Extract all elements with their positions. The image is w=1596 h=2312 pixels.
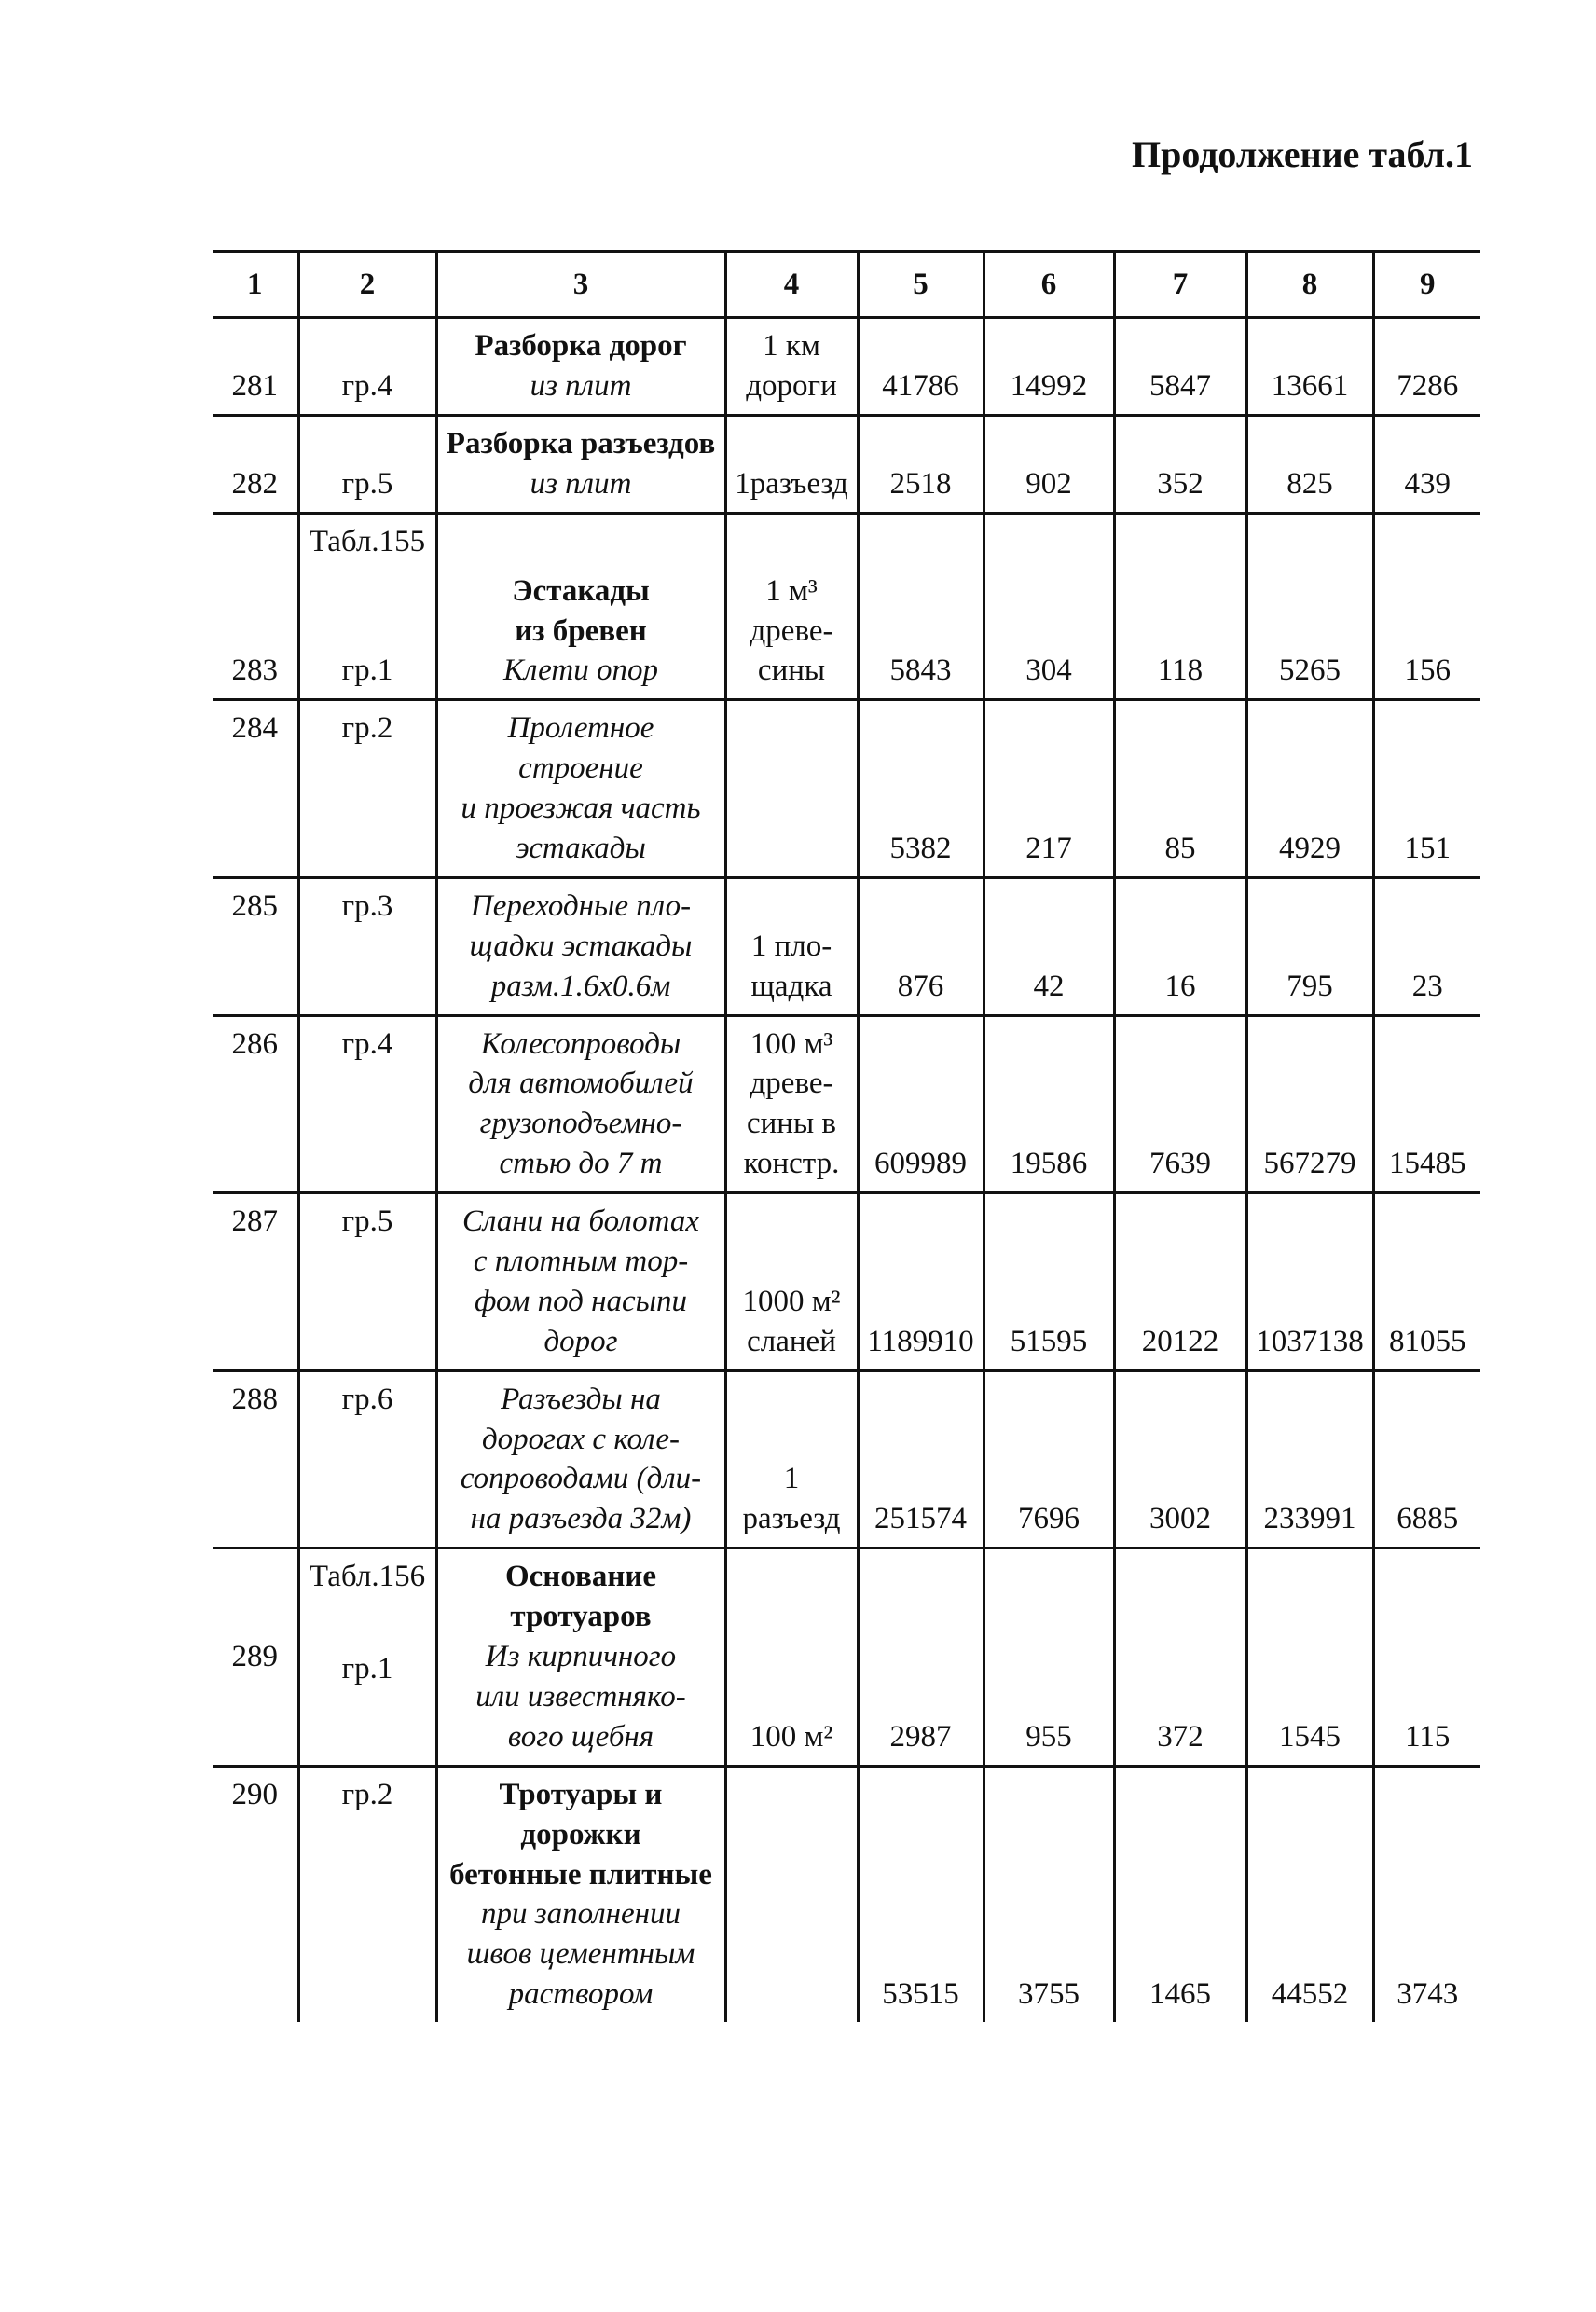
unit-line: щадка — [750, 969, 832, 1003]
value-cell: 902 — [984, 415, 1114, 513]
table-row — [213, 1766, 1480, 2022]
column-header: 2 — [298, 252, 436, 318]
value-cell: 15485 — [1373, 1015, 1480, 1193]
value-cell: 5265 — [1246, 513, 1373, 700]
value-cell: 53515 — [858, 1766, 984, 2022]
unit-line: сланей — [747, 1324, 836, 1358]
description-cell — [436, 1015, 725, 1193]
unit-line: разъезд — [742, 1502, 841, 1536]
description-line-italic: на разъезда 32м) — [470, 1502, 692, 1536]
description-line-bold: бетонные плитные — [449, 1857, 712, 1892]
value-cell: 2987 — [858, 1548, 984, 1766]
description-cell — [436, 700, 725, 878]
description-line-italic: Колесопроводы — [480, 1026, 681, 1061]
group-label: гр.1 — [341, 1652, 393, 1686]
continuation-title: Продолжение табл.1 — [1131, 133, 1473, 175]
description-line-italic: из плит — [530, 466, 632, 501]
value-cell: 118 — [1114, 513, 1246, 700]
table-ref-cell — [298, 1548, 436, 1766]
data-table — [213, 250, 1480, 2022]
unit-cell — [725, 513, 858, 700]
table-ref-cell — [298, 415, 436, 513]
unit-cell — [725, 318, 858, 416]
value-cell: 233991 — [1246, 1370, 1373, 1548]
table-ref-cell — [298, 318, 436, 416]
column-header: 5 — [858, 252, 984, 318]
group-label: гр.5 — [341, 1204, 393, 1239]
value-cell: 955 — [984, 1548, 1114, 1766]
group-label: гр.2 — [341, 1777, 393, 1811]
value-cell: 3002 — [1114, 1370, 1246, 1548]
description-cell — [436, 1766, 725, 2022]
description-line-italic: или известняко- — [475, 1679, 686, 1713]
row-number-cell: 288 — [213, 1370, 298, 1548]
column-header: 8 — [1246, 252, 1373, 318]
column-header: 4 — [725, 252, 858, 318]
description-line-italic: из плит — [530, 368, 632, 403]
description-line-italic: разм.1.6x0.6м — [490, 969, 671, 1003]
description-line-italic: эстакады — [516, 832, 646, 866]
value-cell: 1037138 — [1246, 1193, 1373, 1371]
description-line-bold: дорожки — [520, 1817, 641, 1851]
description-line-italic: грузоподъемно- — [479, 1107, 682, 1141]
value-cell: 85 — [1114, 700, 1246, 878]
row-number-cell: 281 — [213, 318, 298, 416]
description-line-italic: стью до 7 т — [499, 1147, 663, 1181]
value-cell: 115 — [1373, 1548, 1480, 1766]
description-cell — [436, 1548, 725, 1766]
value-cell: 5847 — [1114, 318, 1246, 416]
description-line-italic: сопроводами (дли- — [460, 1462, 702, 1496]
value-cell: 567279 — [1246, 1015, 1373, 1193]
value-cell: 352 — [1114, 415, 1246, 513]
row-number-cell: 286 — [213, 1015, 298, 1193]
header-row — [213, 252, 1480, 318]
unit-cell — [725, 700, 858, 878]
value-cell: 3743 — [1373, 1766, 1480, 2022]
table-row — [213, 415, 1480, 513]
description-line-italic: Разъезды на — [501, 1382, 661, 1416]
description-line-italic: дорогах с коле- — [481, 1422, 681, 1456]
table-row — [213, 1015, 1480, 1193]
description-line-italic: фом под насыпи — [475, 1284, 687, 1318]
unit-cell — [725, 1193, 858, 1371]
value-cell: 3755 — [984, 1766, 1114, 2022]
row-number-cell: 282 — [213, 415, 298, 513]
value-cell: 1189910 — [858, 1193, 984, 1371]
column-header: 7 — [1114, 252, 1246, 318]
value-cell: 609989 — [858, 1015, 984, 1193]
value-cell: 217 — [984, 700, 1114, 878]
row-number-cell: 283 — [213, 513, 298, 700]
value-cell: 14992 — [984, 318, 1114, 416]
value-cell: 5382 — [858, 700, 984, 878]
table-ref-cell — [298, 1370, 436, 1548]
value-cell: 13661 — [1246, 318, 1373, 416]
description-cell — [436, 318, 725, 416]
unit-line: констр. — [743, 1147, 840, 1181]
description-line-italic: Переходные пло- — [470, 888, 692, 923]
group-label: гр.1 — [341, 654, 393, 688]
unit-line: 1разъезд — [735, 466, 848, 501]
description-line-italic: щадки эстакады — [469, 929, 693, 963]
table-ref-cell — [298, 877, 436, 1015]
column-header: 9 — [1373, 252, 1480, 318]
unit-line: 100 м² — [750, 1719, 833, 1754]
value-cell: 439 — [1373, 415, 1480, 513]
unit-line: 1 м³ — [765, 573, 818, 608]
unit-line: сины в — [747, 1107, 836, 1141]
table-ref-cell — [298, 700, 436, 878]
description-line-bold: Эстакады — [512, 573, 650, 608]
value-cell: 51595 — [984, 1193, 1114, 1371]
value-cell: 6885 — [1373, 1370, 1480, 1548]
description-line-bold: из бревен — [515, 613, 647, 648]
value-cell: 19586 — [984, 1015, 1114, 1193]
description-line-italic: Пролетное строение — [507, 711, 654, 786]
column-header: 3 — [436, 252, 725, 318]
value-cell: 7696 — [984, 1370, 1114, 1548]
description-line-italic: Слани на болотах — [461, 1204, 700, 1239]
group-label: гр.5 — [341, 466, 393, 501]
table-row — [213, 1193, 1480, 1371]
group-label: гр.2 — [341, 711, 393, 746]
table-ref-cell — [298, 1766, 436, 2022]
description-cell — [436, 1370, 725, 1548]
description-cell — [436, 877, 725, 1015]
value-cell: 1465 — [1114, 1766, 1246, 2022]
value-cell: 81055 — [1373, 1193, 1480, 1371]
value-cell: 7639 — [1114, 1015, 1246, 1193]
unit-line: 1 — [783, 1462, 800, 1496]
unit-line: 1 км — [763, 329, 820, 363]
table-row — [213, 700, 1480, 878]
table-row — [213, 877, 1480, 1015]
value-cell: 41786 — [858, 318, 984, 416]
row-number-cell: 290 — [213, 1766, 298, 2022]
description-line-italic: для автомобилей — [468, 1067, 694, 1101]
unit-line: древе- — [750, 613, 833, 648]
unit-cell — [725, 1015, 858, 1193]
group-label: гр.6 — [341, 1382, 393, 1416]
value-cell: 876 — [858, 877, 984, 1015]
description-line-bold: Разборка дорог — [475, 329, 687, 363]
group-label: гр.4 — [341, 368, 393, 403]
value-cell: 251574 — [858, 1370, 984, 1548]
unit-cell — [725, 1766, 858, 2022]
value-cell: 151 — [1373, 700, 1480, 878]
description-line-italic: швов цементным — [466, 1937, 695, 1972]
table-ref-label: Табл.156 — [309, 1560, 426, 1594]
description-cell — [436, 415, 725, 513]
description-cell — [436, 1193, 725, 1371]
value-cell: 42 — [984, 877, 1114, 1015]
value-cell: 5843 — [858, 513, 984, 700]
group-label: гр.4 — [341, 1026, 393, 1061]
description-line-italic: Из кирпичного — [485, 1640, 677, 1674]
description-line-bold: тротуаров — [510, 1600, 652, 1634]
column-header: 1 — [213, 252, 298, 318]
value-cell: 304 — [984, 513, 1114, 700]
unit-line: древе- — [750, 1067, 833, 1101]
unit-cell — [725, 1370, 858, 1548]
description-line-italic: Клети опор — [503, 654, 658, 688]
table-row — [213, 318, 1480, 416]
unit-cell — [725, 415, 858, 513]
unit-line: дороги — [746, 368, 837, 403]
column-header: 6 — [984, 252, 1114, 318]
value-cell: 1545 — [1246, 1548, 1373, 1766]
description-line-italic: вого щебня — [507, 1719, 654, 1754]
value-cell: 4929 — [1246, 700, 1373, 878]
description-line-italic: и проезжая часть — [461, 791, 701, 826]
unit-line: 100 м³ — [750, 1026, 833, 1061]
table-body — [213, 318, 1480, 2023]
table-ref-cell — [298, 513, 436, 700]
value-cell: 795 — [1246, 877, 1373, 1015]
value-cell: 16 — [1114, 877, 1246, 1015]
description-line-italic: дорог — [543, 1324, 618, 1358]
table-row — [213, 1548, 1480, 1766]
description-line-italic: раствором — [508, 1977, 654, 2012]
value-cell: 825 — [1246, 415, 1373, 513]
unit-cell — [725, 1548, 858, 1766]
row-number-cell: 287 — [213, 1193, 298, 1371]
description-line-italic: с плотным тор- — [473, 1245, 689, 1279]
value-cell: 23 — [1373, 877, 1480, 1015]
row-number-cell: 284 — [213, 700, 298, 878]
value-cell: 20122 — [1114, 1193, 1246, 1371]
unit-line: 1000 м² — [742, 1284, 841, 1318]
unit-cell — [725, 877, 858, 1015]
table-ref-cell — [298, 1193, 436, 1371]
description-line-italic: при заполнении — [480, 1897, 681, 1932]
description-line-bold: Основание — [504, 1560, 656, 1594]
value-cell: 44552 — [1246, 1766, 1373, 2022]
description-line-bold: Разборка разъездов — [446, 426, 716, 461]
table-ref-cell — [298, 1015, 436, 1193]
value-cell: 7286 — [1373, 318, 1480, 416]
table-row — [213, 513, 1480, 700]
value-cell: 156 — [1373, 513, 1480, 700]
value-cell: 372 — [1114, 1548, 1246, 1766]
group-label: гр.3 — [341, 888, 393, 923]
unit-line: сины — [757, 654, 826, 688]
unit-line: 1 пло- — [750, 929, 832, 963]
table-ref-label: Табл.155 — [309, 524, 426, 558]
row-number-cell: 289 — [213, 1548, 298, 1766]
table-row — [213, 1370, 1480, 1548]
value-cell: 2518 — [858, 415, 984, 513]
description-cell — [436, 513, 725, 700]
description-line-bold: Тротуары и — [499, 1777, 663, 1811]
row-number-cell: 285 — [213, 877, 298, 1015]
